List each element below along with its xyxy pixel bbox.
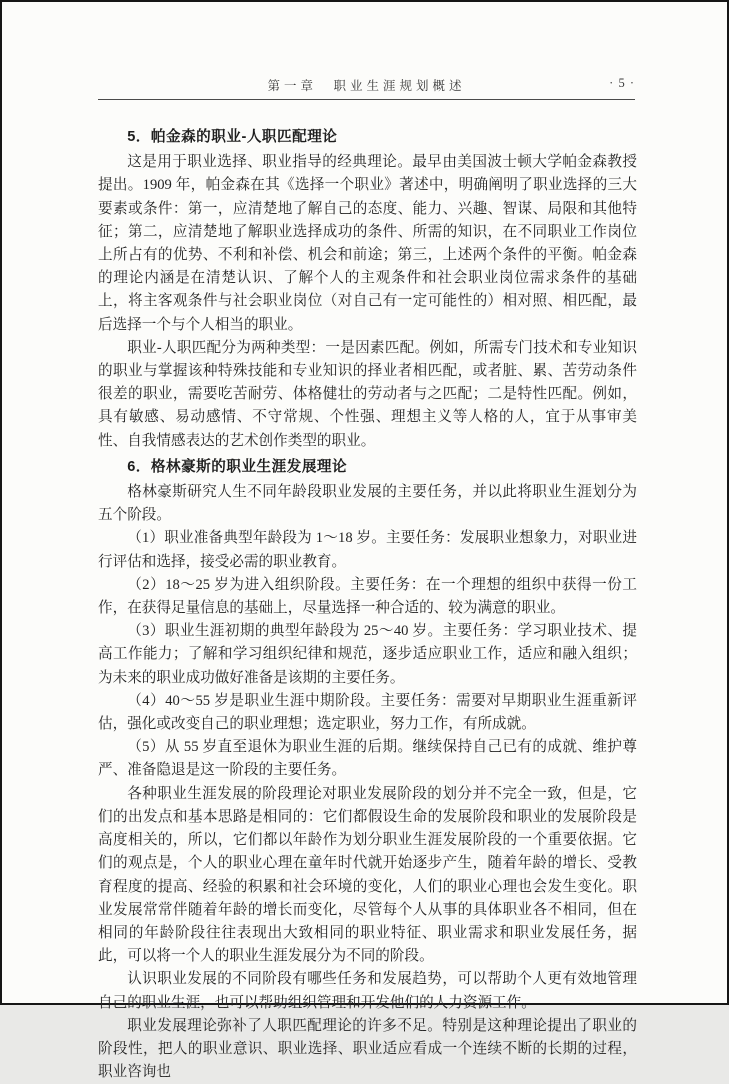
body-paragraph: 各种职业生涯发展的阶段理论对职业发展阶段的划分并不完全一致，但是，它们的出发点和基本思路是相同的：它们都假设生命的发展阶段和职业的发展阶段是高度相关的，所以，它们都以年龄作为划分职业生涯发展阶段的一个重要依据。它们的观点是，个人的职业心理在童年时代就开始逐步产生，随着年龄的增长、受教育程度的提高、经验的积累和社会环境的变化，人们的职业心理也会发生变化。职业发展常常伴随着年龄的增长而变化，尽管每个人从事的具体职业各不相同，但在相同的年龄阶段往往表现出大致相同的职业特征、职业需求和职业发展任务，据此，可以将一个人的职业生涯发展分为不同的阶段。 xyxy=(98,785,637,965)
body-paragraph: 这是用于职业选择、职业指导的经典理论。最早由美国波士顿大学帕金森教授提出。1909 年，帕金森在其《选择一个职业》著述中，明确阐明了职业选择的三大要素或条件：第一，应清楚地了解自己的态度、能力、兴趣、智谋、局限和其他特征；第二，应清楚地了解职业选择成功的条件、所需的知识，在不同职业工作岗位上所占有的优势、不利和补偿、机会和前途；第三，上述两个条件的平衡。帕金森的理论内涵是在清楚认识、了解个人的主观条件和社会职业岗位需求条件的基础上，将主客观条件与社会职业岗位（对自己有一定可能性的）相对照、相匹配，最后选择一个与个人相当的职业。 xyxy=(98,154,637,333)
body-paragraph: （2）18～25 岁为进入组织阶段。主要任务：在一个理想的组织中获得一份工作，在获得足量信息的基础上，尽量选择一种合适的、较为满意的职业。 xyxy=(98,576,637,617)
body-paragraph: （5）从 55 岁直至退休为职业生涯的后期。继续保持自己已有的成就、维护尊严、准备隐退是这一阶段的主要任务。 xyxy=(98,739,637,779)
section-heading: 6．格林豪斯的职业生涯发展理论 xyxy=(127,458,348,475)
body-paragraph: 职业发展理论弥补了人职匹配理论的许多不足。特别是这种理论提出了职业的阶段性，把人的职业意识、职业选择、职业适应看成一个连续不断的长期的过程，职业咨询也 xyxy=(98,1017,637,1081)
page-body xyxy=(98,126,637,1084)
header-rule xyxy=(98,99,635,100)
body-paragraph: 职业-人职匹配分为两种类型：一是因素匹配。例如，所需专门技术和专业知识的职业与掌握该种特殊技能和专业知识的择业者相匹配，或者脏、累、苦劳动条件很差的职业，需要吃苦耐劳、体格健壮的劳动者与之匹配；二是特性匹配。例如，具有敏感、易动感情、不守常规、个性强、理想主义等人格的人，宜于从事审美性、自我情感表达的艺术创作类型的职业。 xyxy=(98,339,637,449)
body-paragraph: （1）职业准备典型年龄段为 1～18 岁。主要任务：发展职业想象力，对职业进行评估和选择，接受必需的职业教育。 xyxy=(98,530,637,570)
running-header-title: 第一章 职业生涯规划概述 xyxy=(267,79,466,93)
body-paragraph: 认识职业发展的不同阶段有哪些任务和发展趋势，可以帮助个人更有效地管理自己的职业生涯，也可以帮助组织管理和开发他们的人力资源工作。 xyxy=(98,971,637,1011)
body-paragraph: 格林豪斯研究人生不同年龄段职业发展的主要任务，并以此将职业生涯划分为五个阶段。 xyxy=(98,484,637,524)
body-paragraph: （4）40～55 岁是职业生涯中期阶段。主要任务：需要对早期职业生涯重新评估，强化或改变自己的职业理想；选定职业，努力工作，有所成就。 xyxy=(98,692,637,733)
page-number: · 5 · xyxy=(609,76,635,90)
section-heading: 5．帕金森的职业-人职匹配理论 xyxy=(127,129,338,145)
body-paragraph: （3）职业生涯初期的典型年龄段为 25～40 岁。主要任务：学习职业技术、提高工作能力；了解和学习组织纪律和规范，逐步适应职业工作，适应和融入组织；为未来的职业成功做好准备是该期的主要任务。 xyxy=(98,623,637,686)
page-header xyxy=(98,76,635,94)
